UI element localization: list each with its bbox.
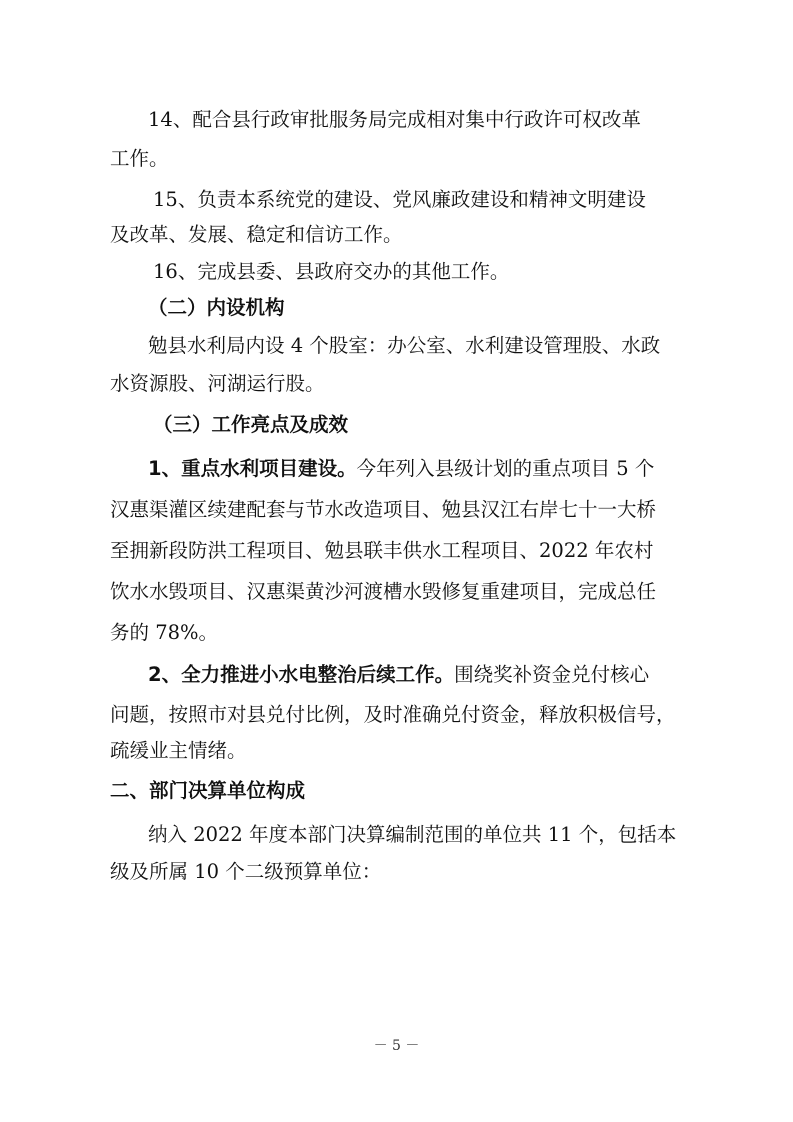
page-number: － 5 － <box>373 1038 420 1054</box>
internal-structure-line-2: 水资源股、河湖运行股。 <box>110 372 325 395</box>
paragraph-16: 16、完成县委、县政府交办的其他工作。 <box>153 260 510 283</box>
item-2-line-2: 问题，按照市对县兑付比例，及时准确兑付资金，释放积极信号， <box>110 703 676 726</box>
item-2-title: 2、全力推进小水电整治后续工作。 <box>148 663 455 686</box>
item-2-line-3: 疏缓业主情绪。 <box>110 739 247 762</box>
heading-units: 二、部门决算单位构成 <box>110 779 306 802</box>
units-line-2: 级及所属 10 个二级预算单位： <box>110 860 382 883</box>
paragraph-14-line-2: 工作。 <box>110 147 169 170</box>
item-2-text: 围绕奖补资金兑付核心 <box>454 663 650 686</box>
heading-highlights: （三）工作亮点及成效 <box>153 413 349 436</box>
paragraph-14-line-1: 14、配合县行政审批服务局完成相对集中行政许可权改革 <box>148 108 641 131</box>
item-1-line-3: 至拥新段防洪工程项目、勉县联丰供水工程项目、2022 年农村 <box>110 539 654 562</box>
paragraph-15-line-1: 15、负责本系统党的建设、党风廉政建设和精神文明建设 <box>153 188 646 211</box>
internal-structure-line-1: 勉县水利局内设 4 个股室：办公室、水利建设管理股、水政 <box>148 334 661 357</box>
units-line-1: 纳入 2022 年度本部门决算编制范围的单位共 11 个，包括本 <box>148 823 677 846</box>
item-1-text: 今年列入县级计划的重点项目 5 个 <box>356 457 655 480</box>
item-1-line-4: 饮水水毁项目、汉惠渠黄沙河渡槽水毁修复重建项目，完成总任 <box>110 580 657 603</box>
paragraph-15-line-2: 及改革、发展、稳定和信访工作。 <box>110 223 403 246</box>
item-1-line-1 <box>148 457 654 481</box>
item-1-title: 1、重点水利项目建设。 <box>148 457 357 480</box>
item-2-line-1 <box>148 663 649 687</box>
heading-internal-structure: （二）内设机构 <box>148 296 285 319</box>
item-1-line-2: 汉惠渠灌区续建配套与节水改造项目、勉县汉江右岸七十一大桥 <box>110 498 657 521</box>
item-1-line-5: 务的 78%。 <box>110 621 219 644</box>
